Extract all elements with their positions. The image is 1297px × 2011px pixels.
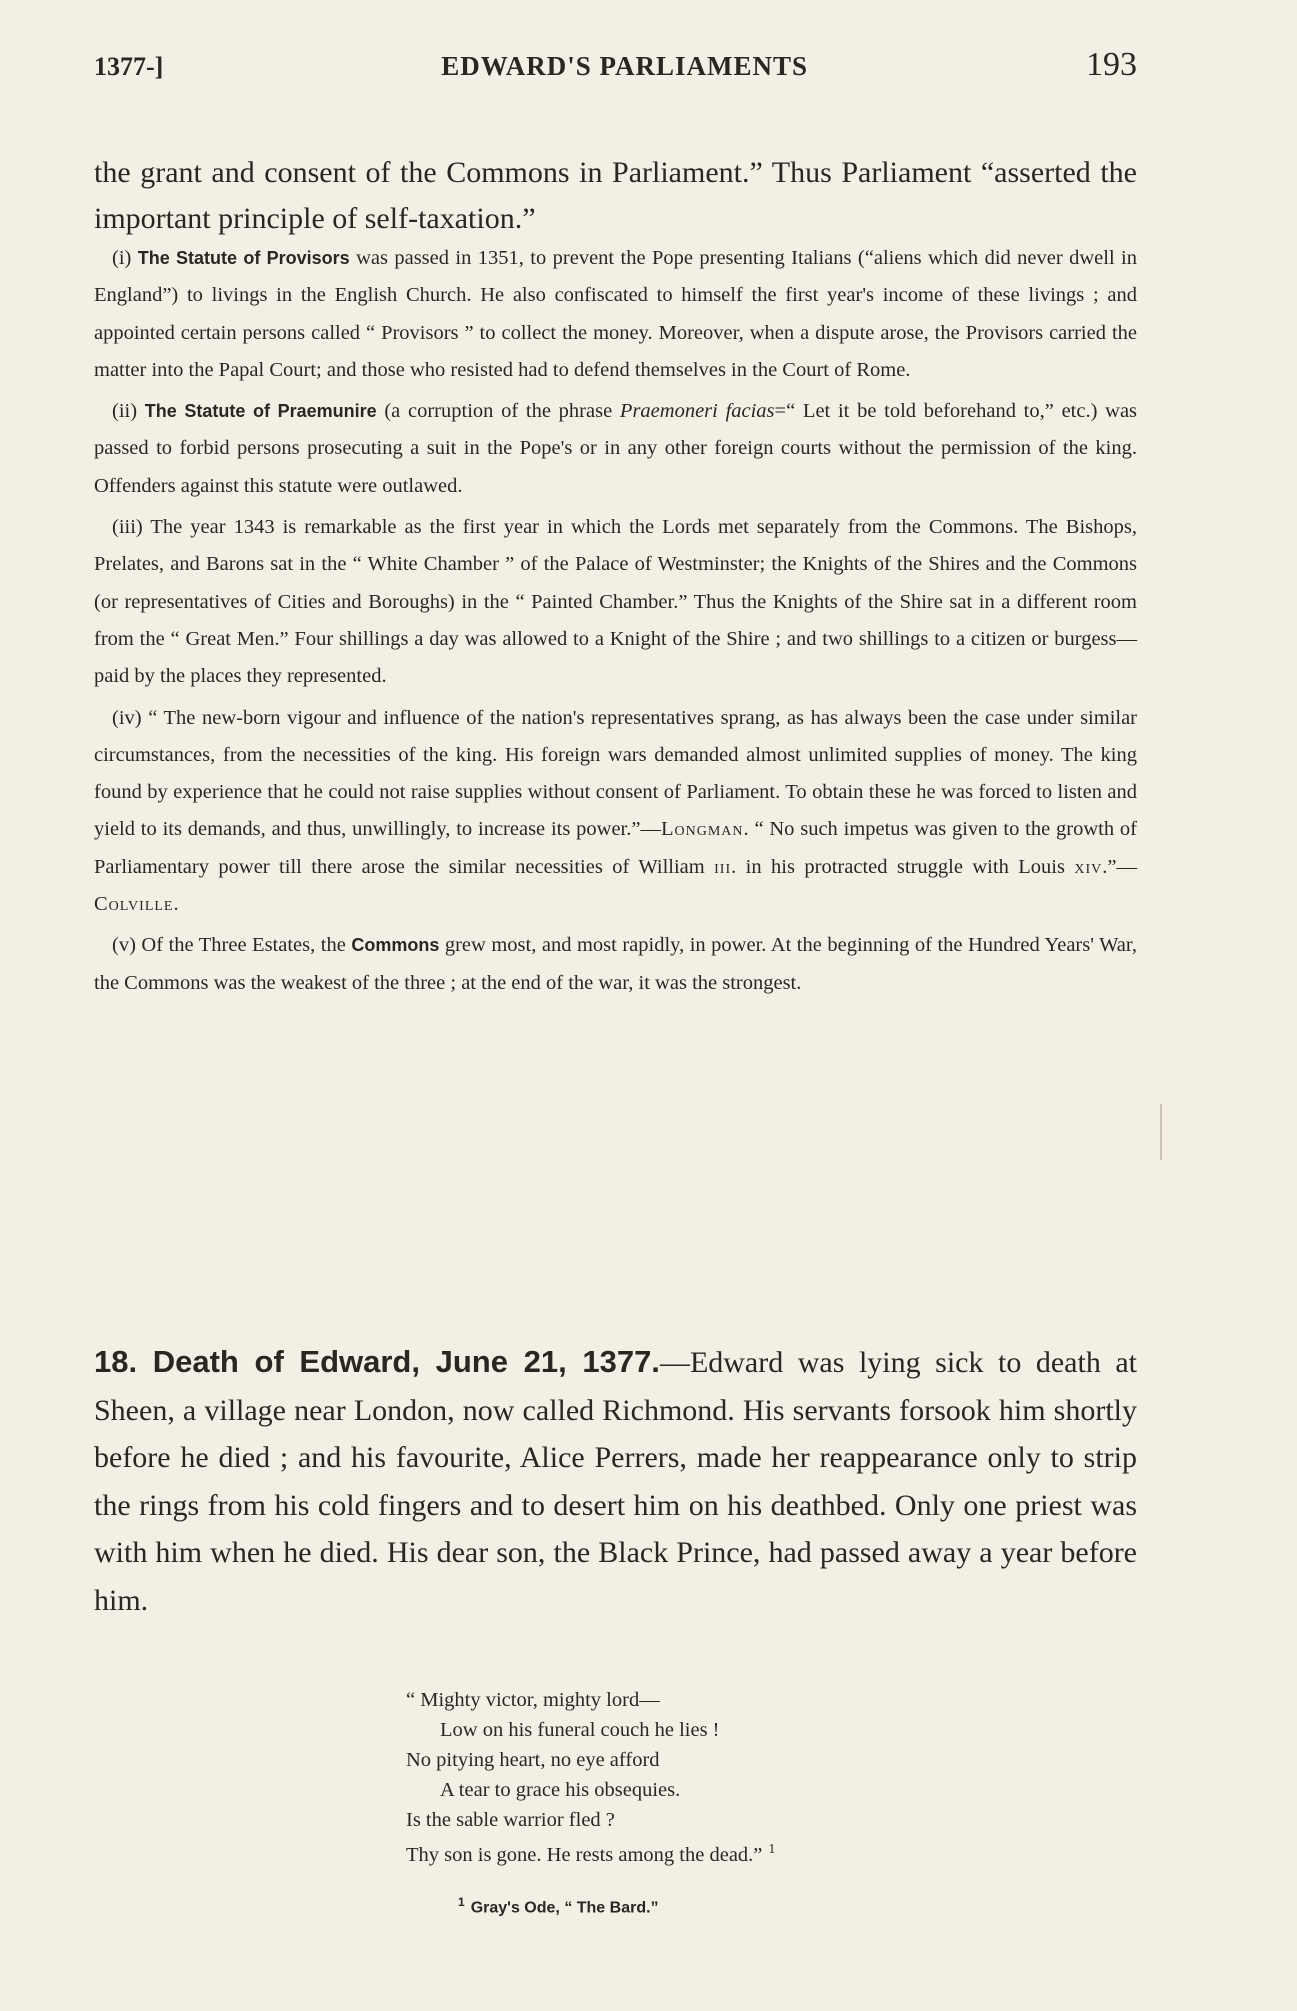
note-text: “ The new-born vigour and influence of the nation's representatives sprang, as has always been the case under similar circumstances, from the necessities of the king. His foreign wars demanded almost unlimited supplies of money. The king found by experience that he could not raise supplies without consent of Parliament. To obtain these he was forced to listen and yield to its demands, and thus, unwillingly, to increase its power.”—	[94, 706, 1138, 841]
section-heading: 18. Death of Edward, June 21, 1377.	[94, 1344, 660, 1379]
regnal-numeral: xiv	[1074, 855, 1103, 878]
note-title: The Statute of Praemunire	[144, 401, 377, 422]
margin-bracket	[1160, 1104, 1162, 1160]
note-number: (iii)	[112, 516, 143, 539]
section-18	[94, 1338, 1137, 1624]
note-ii	[94, 393, 1137, 505]
page-number: 193	[1086, 46, 1137, 83]
footnote-reference: 1	[768, 1842, 776, 1857]
note-text: . “ No such impetus was given to the growth of Parliamentary power till there arose the similar necessities of William	[94, 818, 1137, 878]
note-number: (ii)	[112, 400, 138, 423]
poem-line: No pitying heart, no eye afford	[406, 1749, 660, 1771]
running-header	[94, 46, 1137, 86]
author-citation: Longman	[660, 818, 744, 841]
poem-line-text: Is the sable warrior fled ?	[406, 1809, 615, 1831]
note-text: was passed in 1351, to prevent the Pope presenting Italians (“aliens which did never dwell in England”) to livings in the English Church. He also confiscated to himself the first year's income of these livings ; and appointed certain persons called “ Provisors ” to collect the money. Moreover, when a dispute arose, the Provisors carried the matter into the Papal Court; and those who resisted had to defend themselves in the Court of Rome.	[94, 247, 1137, 381]
note-i	[94, 240, 1137, 389]
note-number: (v)	[112, 934, 136, 957]
poem-line: A tear to grace his obsequies.	[440, 1779, 681, 1801]
poem-line: “ Mighty victor, mighty lord—	[406, 1689, 660, 1711]
note-v	[94, 927, 1137, 1002]
note-iii	[94, 509, 1137, 695]
notes-block	[94, 240, 1137, 1006]
section-body: —Edward was lying sick to death at Sheen, a village near London, now called Richmond. His servants forsook him shortly before he died ; and his favourite, Alice Perrers, made her reappearance only to strip the rings from his cold fingers and to desert him on his deathbed. Only one priest was with him when he died. His dear son, the Black Prince, had passed away a year before him.	[94, 1346, 1137, 1617]
poem-line-text: Thy son is gone. He rests among the dead.”	[406, 1843, 763, 1866]
note-text: grew most, and most rapidly, in power. At the beginning of the Hundred Years' War, the Commons was the weakest of the three ; at the end of the war, it was the strongest.	[94, 934, 1138, 994]
note-text: .	[173, 893, 179, 916]
note-title: Commons	[351, 935, 440, 956]
note-number: (iv)	[112, 706, 142, 729]
note-iv	[94, 700, 1137, 924]
lead-paragraph: the grant and consent of the Commons in Parliament.” Thus Parliament “asserted the important principle of self-taxation.”	[94, 156, 1137, 235]
note-number: (i)	[112, 247, 132, 269]
regnal-numeral: iii	[714, 855, 732, 878]
poem-quotation	[406, 1685, 775, 1870]
latin-phrase: Praemoneri facias	[619, 400, 775, 423]
header-date-range: 1377-]	[94, 52, 164, 81]
footnote	[458, 1895, 659, 1917]
note-text: . in his protracted struggle with Louis	[731, 855, 1065, 878]
poem-line	[406, 1805, 775, 1835]
poem-line	[406, 1835, 775, 1870]
note-text: .”—	[1102, 855, 1137, 878]
note-text: =“ Let it be told beforehand to,” etc.) was passed to forbid persons prosecuting a suit in the Pope's or in any other foreign courts without the permission of the king. Offenders against this statute were outlawed.	[94, 400, 1138, 497]
footnote-mark: 1	[458, 1895, 465, 1909]
poem-line: Low on his funeral couch he lies !	[440, 1719, 720, 1741]
note-text: The year 1343 is remarkable as the first year in which the Lords met separately from the Commons. The Bishops, Prelates, and Barons sat in the “ White Chamber ” of the Palace of Westminster; the Knights of the Shires and the Commons (or representatives of Cities and Boroughs) in the “ Painted Chamber.” Thus the Knights of the Shire sat in a different room from the “ Great Men.” Four shillings a day was allowed to a Knight of the Shire ; and two shillings to a citizen or burgess—paid by the places they represented.	[94, 516, 1137, 688]
note-title: The Statute of Provisors	[137, 248, 350, 268]
note-text: Of the Three Estates, the	[141, 934, 346, 957]
header-title: EDWARD'S PARLIAMENTS	[441, 51, 809, 81]
author-citation: Colville	[94, 893, 174, 916]
note-text: (a corruption of the phrase	[384, 400, 613, 423]
footnote-text: Gray's Ode, “ The Bard.”	[470, 1899, 659, 1917]
